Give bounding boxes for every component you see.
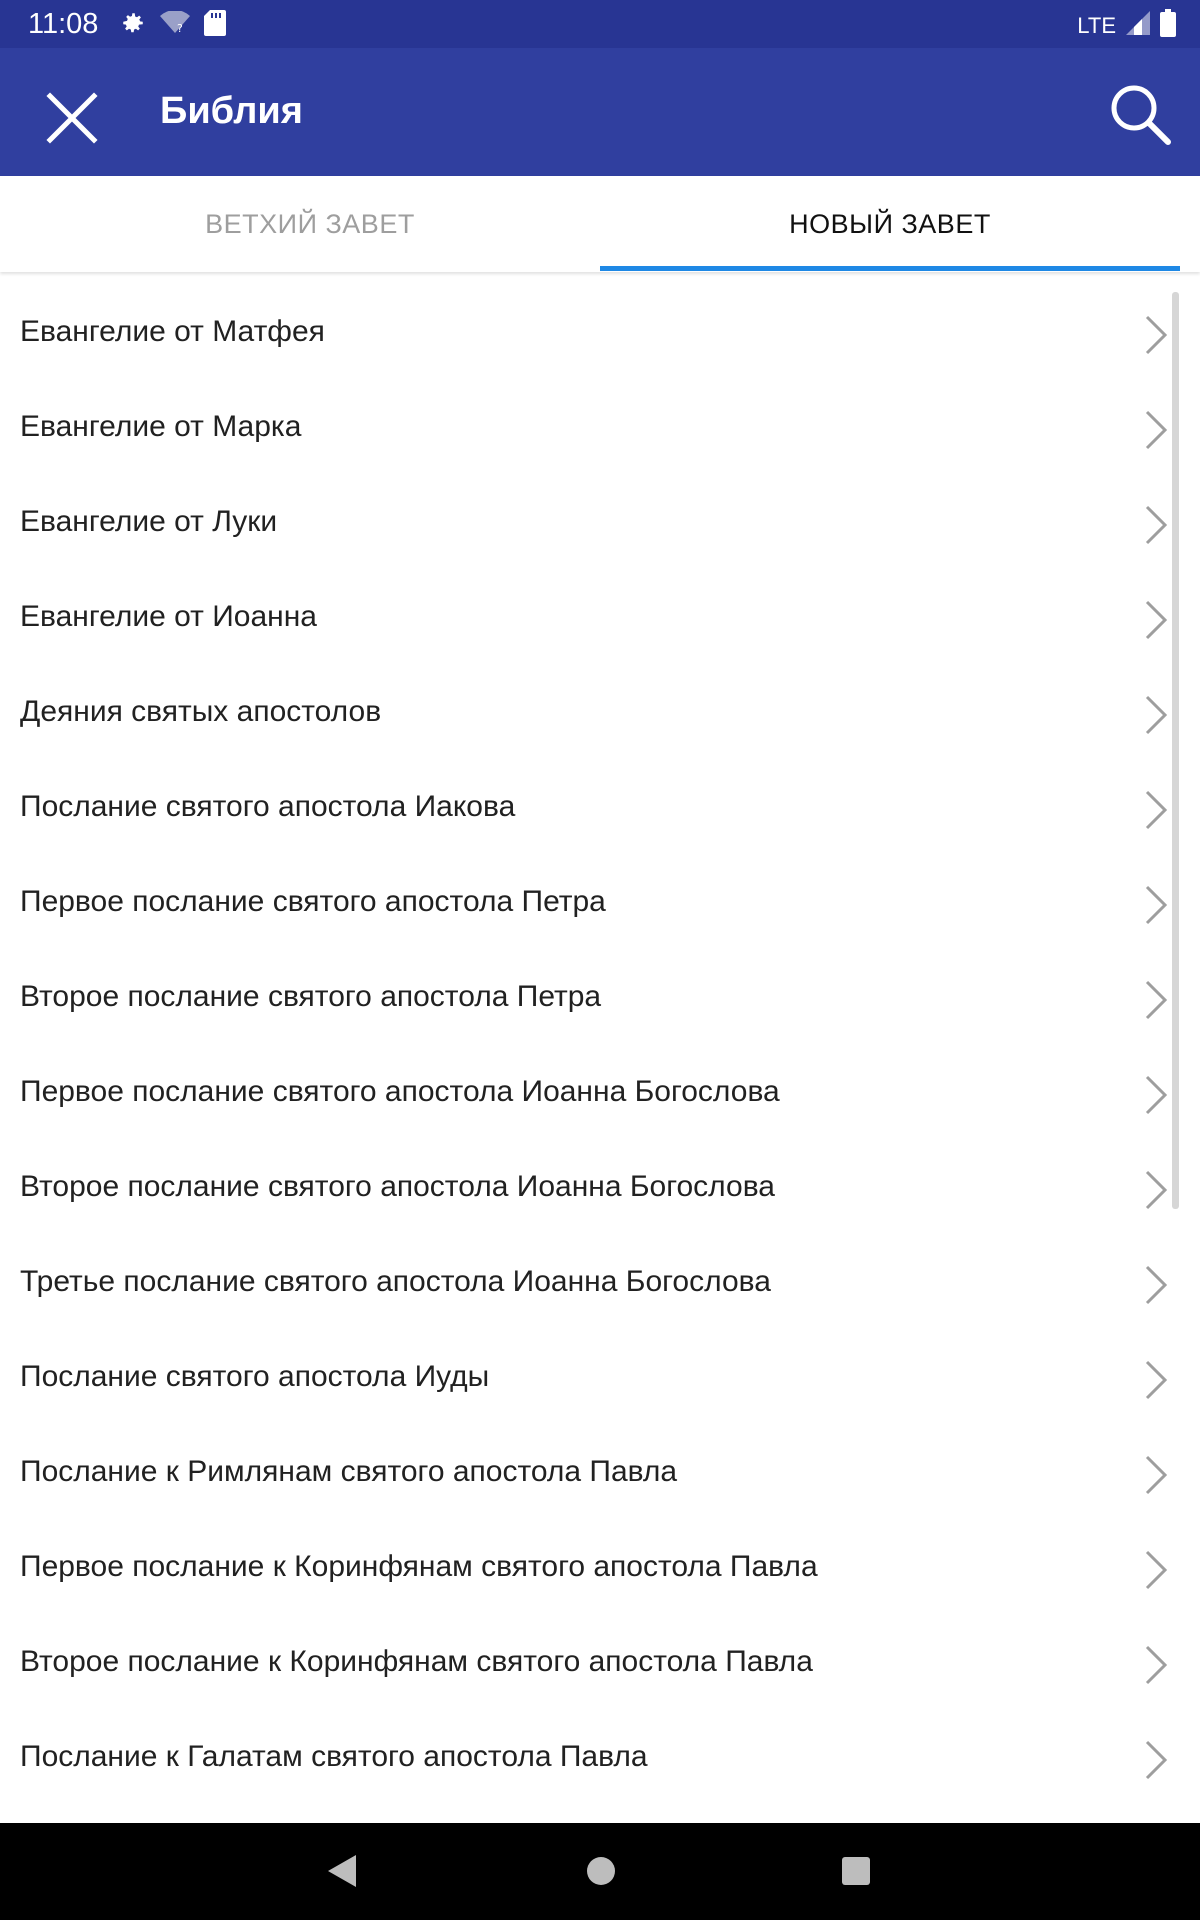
book-title: Третье послание святого апостола Иоанна Богослова [20,1265,771,1298]
chevron-right-icon [1143,980,1169,1020]
chevron-right-icon [1143,315,1169,355]
app-title: Библия [160,90,303,132]
book-list-item[interactable] [0,1237,1200,1332]
status-time: 11:08 [28,8,99,40]
book-list-item[interactable] [0,857,1200,952]
book-title: Послание святого апостола Иуды [20,1360,490,1393]
recents-button[interactable] [842,1857,870,1885]
chevron-right-icon [1143,695,1169,735]
book-title: Послание к Галатам святого апостола Павла [20,1740,648,1773]
tab-indicator [600,266,1180,271]
chevron-right-icon [1143,1360,1169,1400]
book-list-item[interactable] [0,477,1200,572]
close-icon [36,82,108,154]
home-button[interactable] [587,1857,615,1885]
book-list-item[interactable] [0,1427,1200,1522]
book-title: Евангелие от Иоанна [20,600,317,633]
book-list-item[interactable] [0,287,1200,382]
book-list-item[interactable] [0,952,1200,1047]
close-button[interactable] [36,82,108,154]
book-title: Евангелие от Луки [20,505,278,538]
back-triangle-icon [326,1853,358,1889]
back-button[interactable] [326,1853,358,1894]
book-title: Послание святого апостола Иакова [20,790,516,823]
chevron-right-icon [1143,505,1169,545]
book-title: Первое послание к Коринфянам святого апостола Павла [20,1550,818,1583]
book-title: Первое послание святого апостола Петра [20,885,606,918]
sd-card-icon [204,10,226,41]
book-title: Второе послание к Коринфянам святого апостола Павла [20,1645,813,1678]
book-list-item[interactable] [0,667,1200,762]
search-button[interactable] [1104,78,1176,150]
app-bar [0,48,1200,176]
book-list[interactable] [0,287,1200,1823]
chevron-right-icon [1143,1170,1169,1210]
book-list-item[interactable] [0,1332,1200,1427]
book-title: Послание к Римлянам святого апостола Павла [20,1455,678,1488]
search-icon [1104,78,1176,150]
tab-new-testament[interactable]: НОВЫЙ ЗАВЕТ [789,209,991,239]
settings-icon [120,10,146,41]
chevron-right-icon [1143,1645,1169,1685]
book-list-item[interactable] [0,762,1200,857]
book-list-item[interactable] [0,1712,1200,1807]
chevron-right-icon [1143,885,1169,925]
chevron-right-icon [1143,790,1169,830]
svg-text:?: ? [177,22,183,35]
chevron-right-icon [1143,600,1169,640]
book-list-item[interactable] [0,572,1200,667]
book-list-item[interactable] [0,1047,1200,1142]
wifi-question-icon [160,11,190,40]
book-title: Евангелие от Матфея [20,315,325,348]
book-title: Второе послание святого апостола Петра [20,980,602,1013]
chevron-right-icon [1143,1550,1169,1590]
book-title: Первое послание святого апостола Иоанна Богослова [20,1075,780,1108]
chevron-right-icon [1143,1455,1169,1495]
navigation-bar [0,1823,1200,1920]
book-title: Второе послание святого апостола Иоанна Богослова [20,1170,775,1203]
book-list-item[interactable] [0,1617,1200,1712]
testament-tabs [0,176,1200,272]
book-list-item[interactable] [0,1522,1200,1617]
scrollbar[interactable] [1172,292,1179,1209]
chevron-right-icon [1143,1265,1169,1305]
book-title: Деяния святых апостолов [20,695,382,728]
battery-icon [1160,9,1176,42]
chevron-right-icon [1143,1740,1169,1780]
book-list-item[interactable] [0,382,1200,477]
chevron-right-icon [1143,410,1169,450]
chevron-right-icon [1143,1075,1169,1115]
book-list-item[interactable] [0,1142,1200,1237]
book-title: Евангелие от Марка [20,410,302,443]
status-bar [0,0,1200,48]
signal-icon [1126,11,1150,40]
network-type: LTE [1077,12,1116,38]
tab-old-testament[interactable]: ВЕТХИЙ ЗАВЕТ [205,209,415,239]
